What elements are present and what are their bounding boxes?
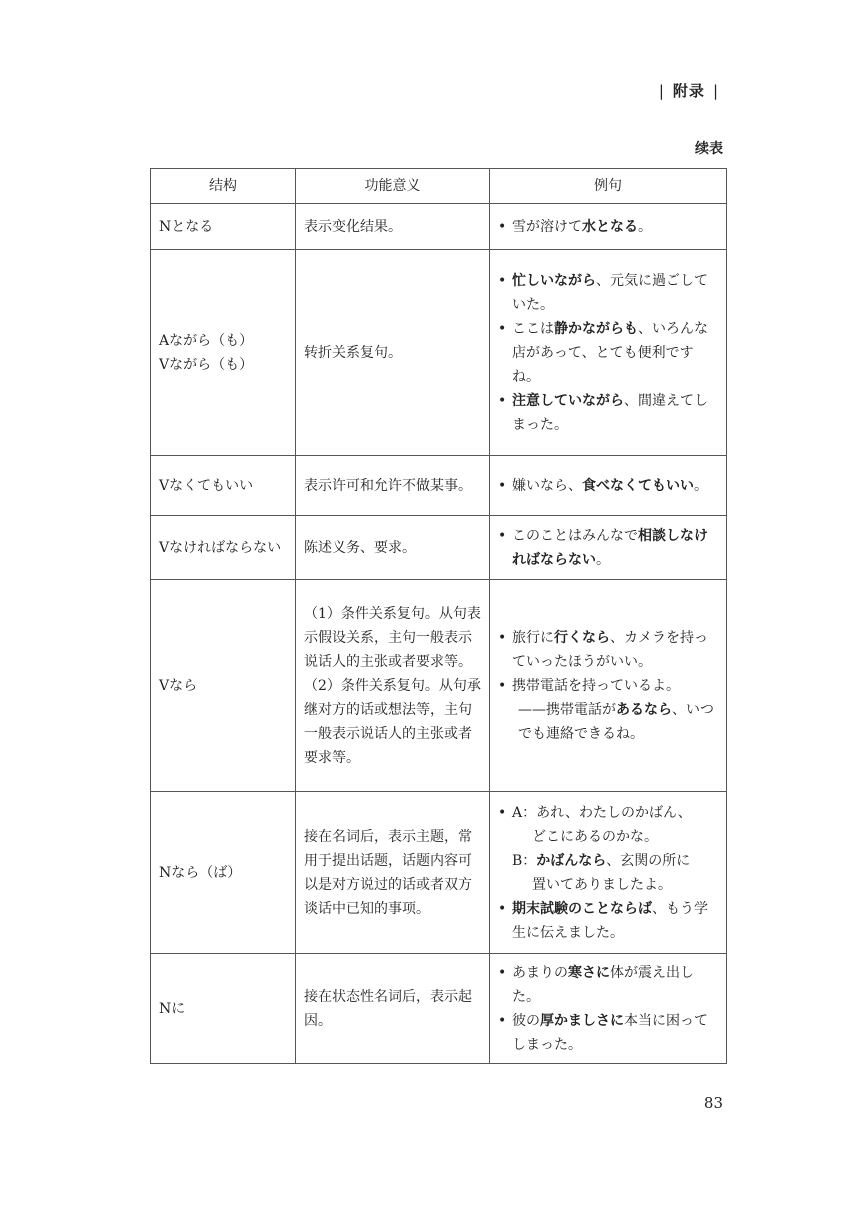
example-cell: [490, 580, 727, 792]
example-item: • 雪が溶けて水となる。: [498, 215, 718, 239]
meaning-cell: 陈述义务、要求。: [296, 516, 490, 580]
example-cell: [490, 792, 727, 954]
table-row: [151, 580, 727, 792]
example-item: • あまりの寒さに体が震え出した。: [498, 961, 718, 1009]
running-header: | 附录 |: [658, 82, 719, 100]
example-item: • このことはみんなで相談しなければならない。: [498, 524, 718, 572]
example-item: • 彼の厚かましさに本当に困ってしまった。: [498, 1009, 718, 1057]
example-item: • 携帯電話を持っているよ。 ——携帯電話があるなら、いつでも連絡できるね。: [498, 674, 718, 746]
table-row: [151, 792, 727, 954]
meaning-cell: 转折关系复句。: [296, 250, 490, 456]
example-item: • A：あれ、わたしのかばん、 どこにあるのかな。 B：かばんなら、玄関の所に 置いてありましたよ。: [498, 801, 718, 897]
example-item: • 旅行に行くなら、カメラを持っていったほうがいい。: [498, 626, 718, 674]
structure-cell: Vなくてもいい: [151, 456, 296, 516]
structure-cell: Aながら（も） Vながら（も）: [151, 250, 296, 456]
grammar-table: [150, 168, 727, 1064]
table-row: [151, 204, 727, 250]
meaning-cell: 接在名词后，表示主题，常用于提出话题，话题内容可以是对方说过的话或者双方谈话中已知的事项。: [296, 792, 490, 954]
section-title: 附录: [672, 82, 705, 100]
structure-cell: Vなら: [151, 580, 296, 792]
example-item: • 嫌いなら、食べなくてもいい。: [498, 474, 718, 498]
example-item: • 忙しいながら、元気に過ごしていた。: [498, 269, 718, 317]
page-number: 83: [703, 1094, 723, 1112]
example-item: • 注意していながら、間違えてしまった。: [498, 389, 718, 437]
example-cell: [490, 250, 727, 456]
meaning-cell: 表示变化结果。: [296, 204, 490, 250]
header-meaning: 功能意义: [296, 169, 490, 204]
meaning-cell: 表示许可和允许不做某事。: [296, 456, 490, 516]
example-cell: [490, 516, 727, 580]
table-row: [151, 250, 727, 456]
table-row: [151, 954, 727, 1064]
table-row: [151, 516, 727, 580]
structure-cell: Vなければならない: [151, 516, 296, 580]
continued-label: 续表: [695, 141, 723, 157]
example-cell: [490, 456, 727, 516]
meaning-cell: （1）条件关系复句。从句表示假设关系，主句一般表示说话人的主张或者要求等。（2）条件关系复句。从句承继对方的话或想法等，主句一般表示说话人的主张或者要求等。: [296, 580, 490, 792]
example-cell: [490, 954, 727, 1064]
structure-cell: Nとなる: [151, 204, 296, 250]
header-structure: 结构: [151, 169, 296, 204]
table-header-row: [151, 169, 727, 204]
structure-cell: Nなら（ば）: [151, 792, 296, 954]
header-example: 例句: [490, 169, 727, 204]
meaning-cell: 接在状态性名词后，表示起因。: [296, 954, 490, 1064]
table-row: [151, 456, 727, 516]
example-item: • 期末試験のことならば、もう学生に伝えました。: [498, 897, 718, 945]
example-cell: [490, 204, 727, 250]
structure-cell: Nに: [151, 954, 296, 1064]
example-item: • ここは静かながらも、いろんな店があって、とても便利ですね。: [498, 317, 718, 389]
